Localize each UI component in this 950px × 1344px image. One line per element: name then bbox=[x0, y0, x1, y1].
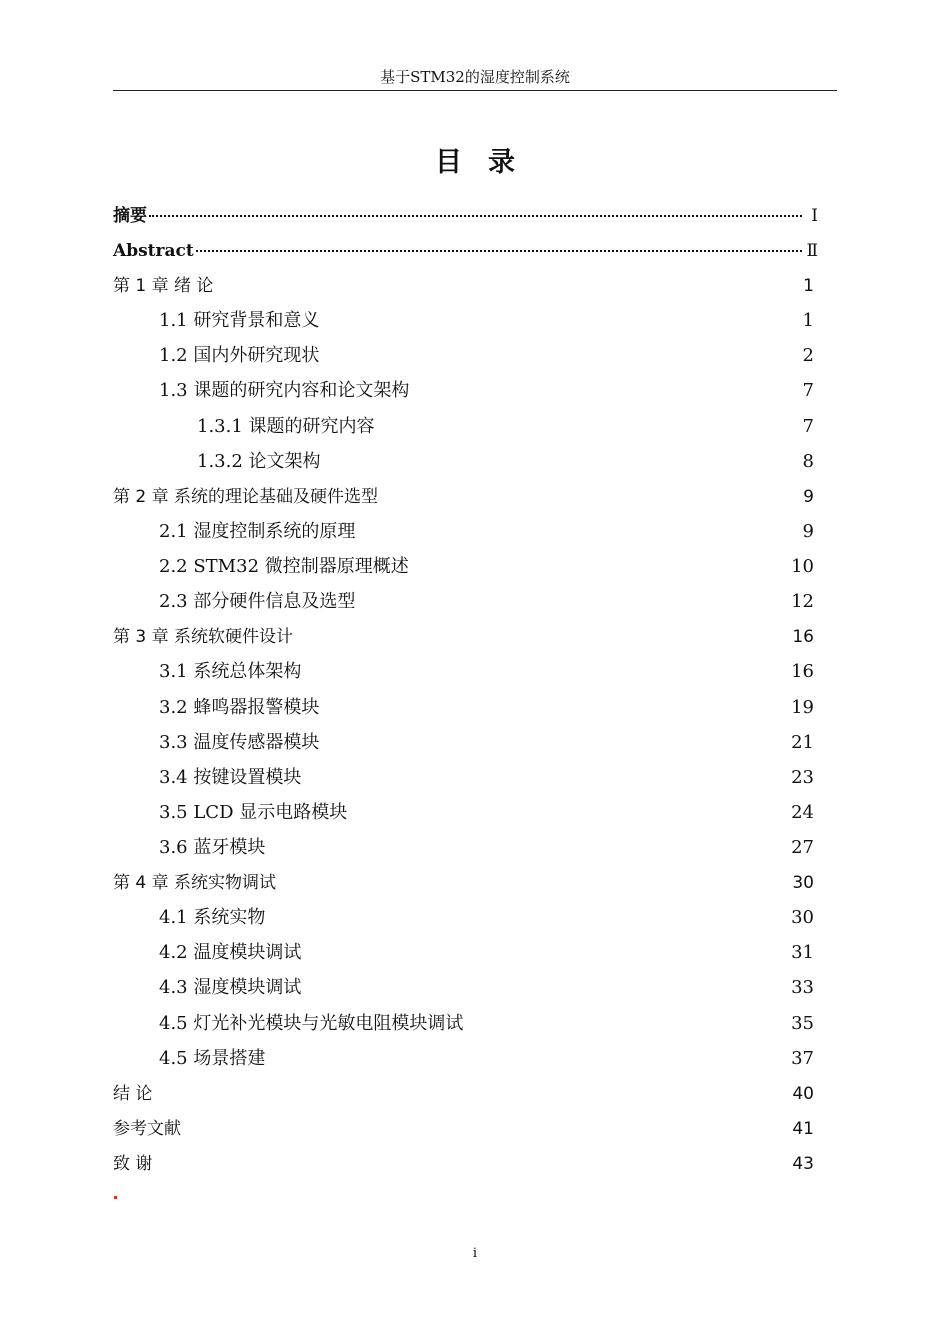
toc-entry-page: 37 bbox=[791, 1048, 814, 1069]
dot-leader bbox=[196, 249, 802, 252]
toc-entry-section[interactable] bbox=[159, 1045, 814, 1073]
toc-entry-label: 第 3 章 系统软硬件设计 bbox=[113, 627, 294, 647]
toc-entry-subsection[interactable] bbox=[197, 413, 814, 441]
toc-entry-label: 4.5 灯光补光模块与光敏电阻模块调试 bbox=[159, 1013, 464, 1034]
toc-entry-page: 24 bbox=[791, 802, 814, 823]
toc-entry-label: 第 2 章 系统的理论基础及硬件选型 bbox=[113, 487, 379, 507]
toc-entry-chapter-2[interactable] bbox=[113, 483, 814, 511]
toc-entry-label: 1.2 国内外研究现状 bbox=[159, 345, 320, 366]
toc-entry-page: 27 bbox=[791, 837, 814, 858]
toc-title: 目录 bbox=[435, 147, 541, 178]
dot-leader bbox=[149, 214, 802, 217]
toc-entry-abstract-cn[interactable] bbox=[113, 202, 818, 230]
toc-entry-page: 43 bbox=[792, 1154, 814, 1174]
toc-entry-references[interactable] bbox=[113, 1115, 814, 1143]
toc-entry-page: 7 bbox=[802, 416, 814, 437]
toc-entry-page: 16 bbox=[792, 627, 814, 647]
toc-entry-section[interactable] bbox=[159, 729, 814, 757]
toc-entry-page: 16 bbox=[791, 661, 814, 682]
toc-entry-page: 30 bbox=[791, 907, 814, 928]
toc-entry-section[interactable] bbox=[159, 799, 814, 827]
running-header bbox=[113, 66, 837, 91]
toc-entry-section[interactable] bbox=[159, 518, 814, 546]
toc-entry-page: 21 bbox=[791, 732, 814, 753]
toc-entry-label: 3.1 系统总体架构 bbox=[159, 661, 302, 682]
toc-entry-section[interactable] bbox=[159, 904, 814, 932]
toc-entry-abstract-en[interactable] bbox=[113, 237, 818, 265]
toc-entry-label: 第 4 章 系统实物调试 bbox=[113, 873, 277, 893]
toc-entry-section[interactable] bbox=[159, 553, 814, 581]
toc-entry-chapter-4[interactable] bbox=[113, 869, 814, 897]
toc-entry-page: 7 bbox=[802, 380, 814, 401]
toc-entry-label: 4.1 系统实物 bbox=[159, 907, 266, 928]
toc-entry-acknowledgements[interactable] bbox=[113, 1150, 814, 1178]
toc-entry-section[interactable] bbox=[159, 694, 814, 722]
toc-entry-page: 1 bbox=[802, 310, 814, 331]
toc-entry-chapter-3[interactable] bbox=[113, 623, 814, 651]
toc-entry-label: 4.5 场景搭建 bbox=[159, 1048, 266, 1069]
toc-entry-page: 2 bbox=[802, 345, 814, 366]
toc-entry-section[interactable] bbox=[159, 764, 814, 792]
toc-entry-section[interactable] bbox=[159, 974, 814, 1002]
toc-entry-label: 1.1 研究背景和意义 bbox=[159, 310, 320, 331]
toc-entry-label: 3.3 温度传感器模块 bbox=[159, 732, 320, 753]
toc-entry-page: Ⅱ bbox=[806, 241, 818, 261]
toc-entry-label: 3.6 蓝牙模块 bbox=[159, 837, 266, 858]
toc-entry-page: 40 bbox=[792, 1084, 814, 1104]
toc-entry-section[interactable] bbox=[159, 307, 814, 335]
toc-entry-label: 摘要 bbox=[113, 206, 147, 226]
toc-entry-label: 1.3.1 课题的研究内容 bbox=[197, 416, 375, 437]
toc-entry-label: 参考文献 bbox=[113, 1119, 181, 1139]
toc-entry-page: 19 bbox=[791, 697, 814, 718]
toc-entry-label: 第 1 章 绪 论 bbox=[113, 276, 214, 296]
toc-entry-label: 3.4 按键设置模块 bbox=[159, 767, 302, 788]
toc-entry-page: 8 bbox=[802, 451, 814, 472]
toc-entry-label: 3.2 蜂鸣器报警模块 bbox=[159, 697, 320, 718]
toc-entry-page: I bbox=[811, 206, 818, 226]
toc-entry-label: 4.3 湿度模块调试 bbox=[159, 977, 302, 998]
toc-entry-section[interactable] bbox=[159, 377, 814, 405]
toc-entry-section[interactable] bbox=[159, 342, 814, 370]
page-number: i bbox=[472, 1246, 478, 1261]
toc-entry-section[interactable] bbox=[159, 939, 814, 967]
toc-entry-label: 3.5 LCD 显示电路模块 bbox=[159, 802, 348, 823]
toc-entry-label: 4.2 温度模块调试 bbox=[159, 942, 302, 963]
toc-entry-label: 1.3 课题的研究内容和论文架构 bbox=[159, 380, 410, 401]
toc-entry-page: 9 bbox=[802, 521, 814, 542]
toc-entry-page: 23 bbox=[791, 767, 814, 788]
toc-entry-label: 致 谢 bbox=[113, 1154, 153, 1174]
toc-entry-page: 30 bbox=[792, 873, 814, 893]
toc-entry-page: 12 bbox=[791, 591, 814, 612]
toc-entry-conclusion[interactable] bbox=[113, 1080, 814, 1108]
toc-entry-label: 2.1 湿度控制系统的原理 bbox=[159, 521, 356, 542]
red-dot-mark bbox=[114, 1196, 117, 1199]
toc-entry-label: 2.3 部分硬件信息及选型 bbox=[159, 591, 356, 612]
toc-entry-chapter-1[interactable] bbox=[113, 272, 814, 300]
toc-entry-subsection[interactable] bbox=[197, 448, 814, 476]
toc-entry-label: 1.3.2 论文架构 bbox=[197, 451, 321, 472]
toc-entry-page: 35 bbox=[791, 1013, 814, 1034]
toc-entry-section[interactable] bbox=[159, 1010, 814, 1038]
toc-entry-page: 33 bbox=[791, 977, 814, 998]
toc-entry-page: 31 bbox=[791, 942, 814, 963]
running-header-text: 基于STM32的湿度控制系统 bbox=[380, 68, 570, 86]
toc-entry-label: 2.2 STM32 微控制器原理概述 bbox=[159, 556, 409, 577]
toc-entry-label: 结 论 bbox=[113, 1084, 153, 1104]
toc-entry-section[interactable] bbox=[159, 834, 814, 862]
toc-entry-page: 41 bbox=[792, 1119, 814, 1139]
toc-entry-page: 9 bbox=[803, 487, 814, 507]
toc-entry-label: Abstract bbox=[113, 241, 194, 261]
toc-entry-page: 1 bbox=[803, 276, 814, 296]
toc-entry-page: 10 bbox=[791, 556, 814, 577]
toc-entry-section[interactable] bbox=[159, 588, 814, 616]
toc-entry-section[interactable] bbox=[159, 658, 814, 686]
